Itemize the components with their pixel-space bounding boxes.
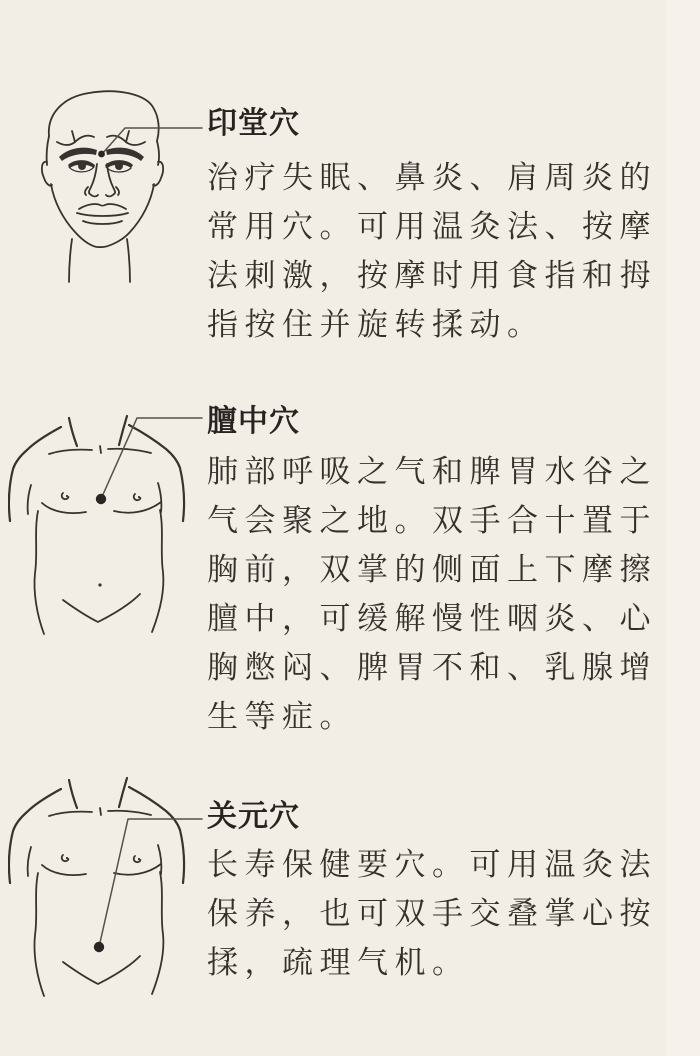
acupoint-description-yintang [207, 154, 693, 350]
mouth [79, 204, 126, 209]
description-line: 治疗失眠、鼻炎、肩周炎的 [207, 160, 657, 196]
acupoint-description-danzhong [207, 448, 693, 742]
description-line: 保养，也可双手交叠掌心按 [207, 896, 657, 932]
face-illustration [38, 85, 203, 285]
collarbones [49, 450, 92, 454]
description-line: 膻中，可缓解慢性咽炎、心 [207, 601, 657, 637]
head-outline [49, 91, 159, 141]
description-line: 常用穴。可用温灸法、按摩 [207, 209, 657, 245]
description-line: 长寿保健要穴。可用温灸法 [207, 847, 657, 883]
leader-line [101, 418, 202, 499]
description-line: 气会聚之地。双手合十置于 [207, 503, 657, 539]
eyebrow-left [59, 148, 97, 161]
acupoint-title-yintang: 印堂穴 [207, 106, 300, 141]
hairline [57, 136, 145, 145]
description-line: 胸憋闷、脾胃不和、乳腺增 [207, 650, 657, 686]
description-line: 生等症。 [207, 699, 357, 735]
description-line: 揉，疏理气机。 [207, 945, 470, 981]
leader-line [99, 819, 202, 947]
acupoint-dot [96, 494, 106, 504]
acupoint-dot [98, 151, 105, 158]
description-line: 肺部呼吸之气和脾胃水谷之 [207, 454, 657, 490]
torso-illustration-danzhong [8, 408, 203, 648]
neck-lines [69, 239, 72, 282]
description-line: 指按住并旋转揉动。 [207, 307, 545, 343]
acupoint-title-guanyuan: 关元穴 [207, 799, 300, 834]
acupoint-title-danzhong: 膻中穴 [207, 404, 300, 439]
torso-outline [69, 418, 77, 446]
description-line: 法刺激，按摩时用食指和拇 [207, 258, 657, 294]
waistband-line [63, 594, 140, 622]
acupoint-dot [94, 942, 104, 952]
navel [98, 583, 101, 586]
torso-outline [69, 780, 77, 808]
description-line: 胸前，双掌的侧面上下摩擦 [207, 552, 657, 588]
acupoint-description-guanyuan [207, 841, 693, 988]
waistband-line [63, 956, 140, 984]
eyebrow-right [106, 148, 144, 161]
pectoral-lines [42, 503, 86, 513]
pectoral-lines [42, 865, 86, 875]
collarbones [49, 812, 92, 816]
torso-illustration-guanyuan [8, 770, 203, 1010]
